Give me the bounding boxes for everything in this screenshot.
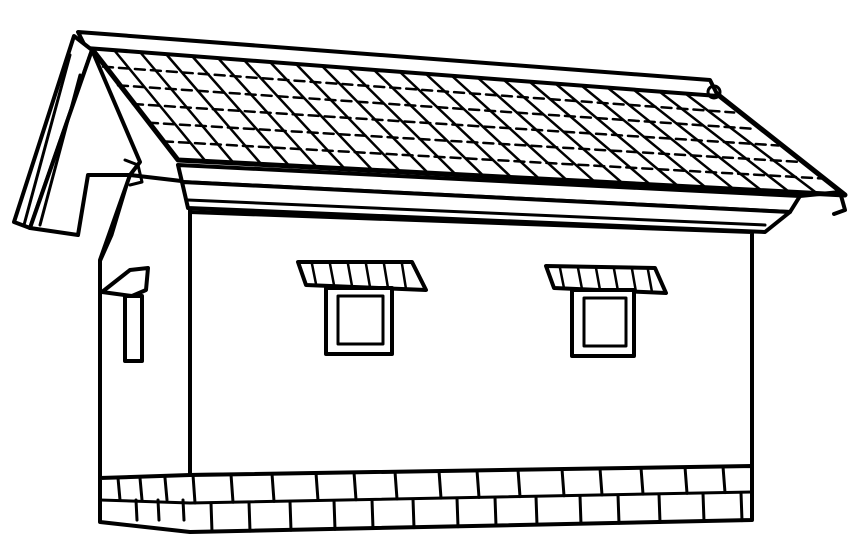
stone-foundation: [100, 466, 752, 532]
stone-joint: [158, 500, 159, 520]
stone-joint: [495, 497, 496, 525]
stone-joint: [685, 467, 687, 493]
stone-joint: [118, 478, 120, 500]
stone-joint: [211, 503, 212, 532]
stone-joint: [140, 478, 142, 500]
stone-joint: [354, 472, 356, 499]
gable-wall: [100, 175, 190, 520]
stone-joint: [518, 470, 520, 497]
stone-joint: [562, 469, 564, 496]
stone-joint: [193, 475, 195, 503]
stone-joint: [600, 468, 602, 495]
stone-joint: [439, 471, 441, 498]
stone-joint: [477, 470, 479, 497]
stone-joint: [580, 496, 581, 524]
stone-joint: [231, 474, 233, 502]
stone-joint: [618, 495, 619, 523]
stone-joint: [536, 497, 537, 525]
stone-joint: [641, 468, 643, 494]
stone-joint: [457, 498, 458, 527]
stone-joint: [316, 473, 318, 501]
stone-joint: [136, 500, 137, 520]
stone-joint: [183, 500, 184, 520]
stone-joint: [703, 493, 704, 521]
stone-joint: [659, 494, 660, 522]
stone-joint: [741, 493, 742, 521]
stone-joint: [395, 472, 397, 499]
stone-joint: [413, 499, 414, 528]
stone-joint: [334, 501, 335, 530]
stone-joint: [249, 502, 250, 531]
stone-joint: [723, 466, 725, 492]
stone-joint: [290, 501, 291, 530]
stone-joint: [372, 500, 373, 529]
stone-joint: [272, 474, 274, 502]
stone-joint: [165, 478, 167, 500]
front-wall: [190, 212, 752, 475]
